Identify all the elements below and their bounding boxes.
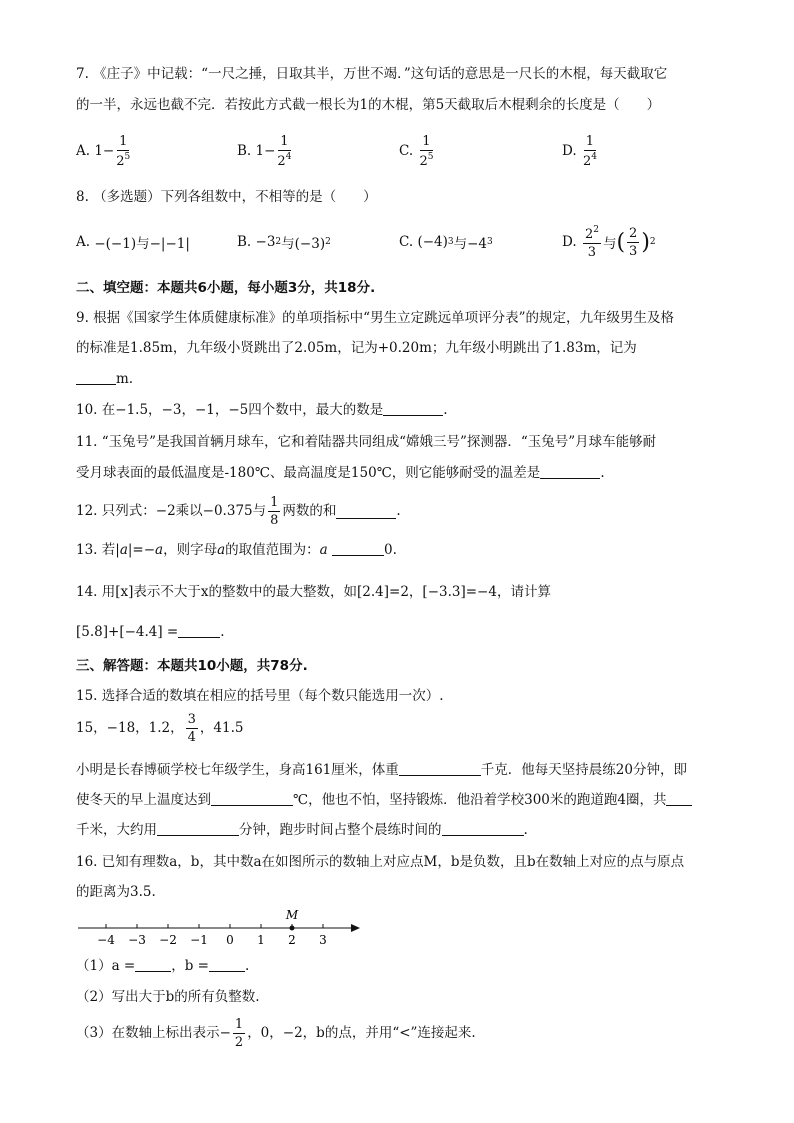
q8-line1: 8. （多选题）下列各组数中，不相等的是（ ） — [76, 189, 377, 205]
q16-sub1: （1）a = ，b = . — [76, 958, 250, 974]
q9-line2: 的标准是1.85m，九年级小贤跳出了2.05m，记为+0.20m；九年级小明跳出了1.83m，记为 — [76, 340, 637, 356]
q8-options — [76, 222, 716, 262]
section-fill-in-heading: 二、填空题：本题共6小题，每小题3分，共18分. — [76, 280, 376, 296]
q15-paragraph-line1: 小明是长春博硕学校七年级学生，身高161厘米，体重 千克．他每天坚持晨练20分钟，即 — [76, 762, 687, 778]
answer-blank[interactable] — [666, 791, 692, 806]
q7-option-d: D. $\frac{1}{2^4}$ — [562, 133, 597, 169]
q8-option-a: A. −(−1)与−|−1| — [76, 234, 190, 252]
answer-blank[interactable] — [442, 821, 524, 836]
axis-arrow-icon — [351, 924, 360, 932]
q16-line2: 的距离为3.5. — [76, 884, 156, 900]
answer-blank[interactable] — [209, 957, 245, 972]
q11-line1: 11. “玉兔号”是我国首辆月球车，它和着陆器共同组成“嫦娥三号”探测器．“玉兔号”月球车能够耐 — [76, 434, 657, 450]
axis-tick-label: 2 — [288, 933, 296, 947]
answer-blank[interactable] — [540, 464, 600, 479]
answer-blank[interactable] — [76, 370, 116, 385]
answer-blank[interactable] — [336, 504, 396, 519]
axis-tick-label: 0 — [226, 933, 234, 947]
q10-line: 10. 在−1.5，−3，−1，−5四个数中，最大的数是 . — [76, 402, 448, 418]
q15-paragraph-line3: 千米，大约用 分钟，跑步时间占整个晨练时间的 . — [76, 822, 528, 838]
q8-option-c: C. (−4) 3 与−4 3 — [399, 234, 493, 252]
q12-line: 12. 只列式：−2乘以−0.375与 $\frac{1}{8}$ 两数的和 . — [76, 494, 401, 528]
q14-line2: [5.8]+[−4.4] = . — [76, 624, 225, 640]
q7-line2: 的一半，永远也截不完．若按此方式截一根长为1的木棍，第5天截取后木棍剩余的长度是（ ） — [76, 97, 661, 113]
number-line — [76, 906, 366, 950]
q16-line1: 16. 已知有理数a，b，其中数a在如图所示的数轴上对应点M，b是负数，且b在数轴上对应的点与原点 — [76, 854, 685, 870]
answer-blank[interactable] — [383, 401, 443, 416]
point-m — [290, 926, 295, 931]
q7-options — [76, 131, 716, 171]
q7-line1: 7. 《庄子》中记载：“一尺之捶，日取其半，万世不竭．”这句话的意思是一尺长的木棍，每天截取它 — [76, 66, 668, 82]
q16-sub3: （3）在数轴上标出表示− $\frac{1}{2}$ ，0，−2，b的点，并用“<”连接起来. — [76, 1016, 476, 1050]
q15-number-list: 15，−18，1.2， $\frac{3}{4}$ ，41.5 — [76, 711, 244, 745]
q7-option-c: C. $\frac{1}{2^5}$ — [399, 133, 434, 169]
q7-option-a: A. 1− $\frac{1}{2^5}$ — [76, 133, 131, 169]
answer-blank[interactable] — [399, 761, 481, 776]
q9-line1: 9. 根据《国家学生体质健康标准》的单项指标中“男生立定跳远单项评分表”的规定，九年级男生及格 — [76, 310, 674, 326]
q8-option-d: D. $\frac{2^2}{3}$ 与 ( $\frac{2}{3}$ ) 2 — [562, 224, 656, 260]
q14-line1: 14. 用[x]表示不大于x的整数中的最大整数，如[2.4]=2，[−3.3]=−4，请计算 — [76, 584, 551, 600]
q15-line1: 15. 选择合适的数填在相应的括号里（每个数只能选用一次）. — [76, 688, 444, 704]
answer-blank[interactable] — [135, 957, 171, 972]
answer-blank[interactable] — [157, 821, 239, 836]
axis-tick-label: −3 — [128, 933, 146, 947]
answer-blank[interactable] — [211, 791, 293, 806]
answer-blank[interactable] — [332, 541, 384, 556]
point-m-label: M — [285, 908, 299, 922]
answer-blank[interactable] — [178, 623, 220, 638]
q7-option-b: B. 1− $\frac{1}{2^4}$ — [237, 133, 292, 169]
q9-line3: m. — [76, 369, 133, 389]
q13-line: 13. 若|a|=−a，则字母a的取值范围为：a 0. — [76, 542, 397, 558]
q8-option-b: B. −3 2 与(−3) 2 — [237, 234, 331, 252]
q16-sub2: （2）写出大于b的所有负整数. — [76, 989, 260, 1005]
axis-tick-label: −4 — [97, 933, 115, 947]
axis-tick-label: −2 — [159, 933, 177, 947]
axis-tick-label: −1 — [190, 933, 208, 947]
axis-tick-label: 1 — [257, 933, 265, 947]
section-answer-heading: 三、解答题：本题共10小题，共78分. — [76, 658, 308, 674]
axis-tick-label: 3 — [319, 933, 327, 947]
q15-paragraph-line2: 使冬天的早上温度达到 ℃，他也不怕，坚持锻炼．他沿着学校300米的跑道跑4圈，共 — [76, 790, 692, 810]
q11-line2: 受月球表面的最低温度是-180℃、最高温度是150℃，则它能够耐受的温差是 . — [76, 465, 605, 481]
